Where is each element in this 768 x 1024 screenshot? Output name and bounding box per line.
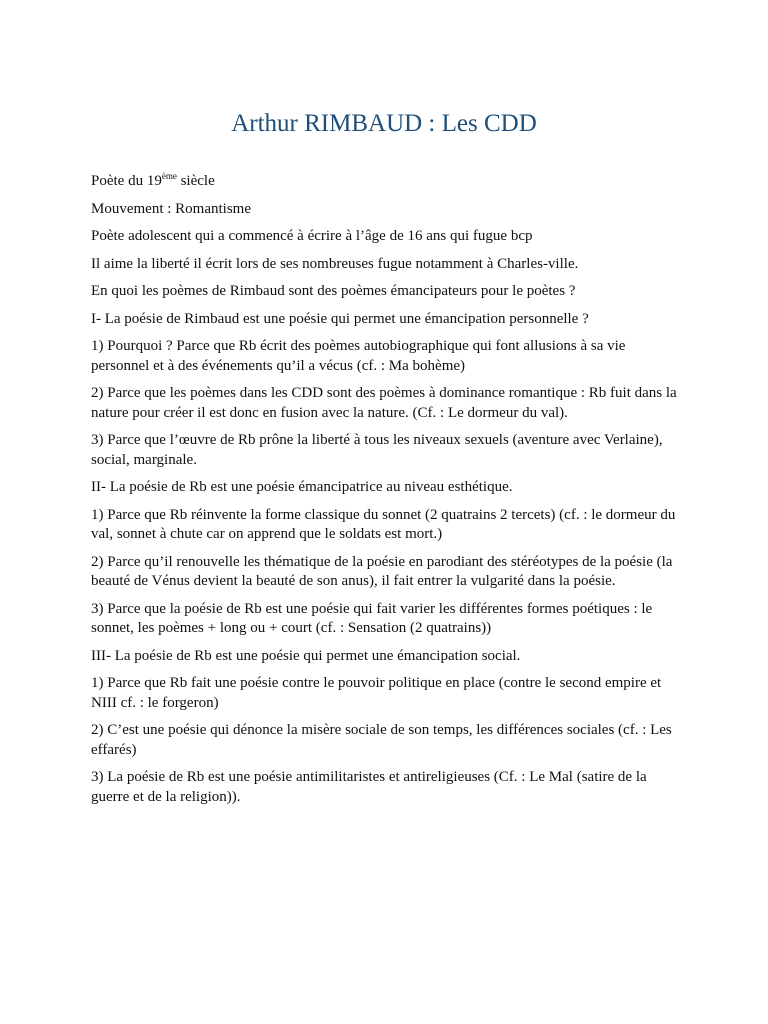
section-1-point-1: 1) Pourquoi ? Parce que Rb écrit des poèmes autobiographique qui font allusions à sa vie personnel et à des événements qu’il a vécus (cf. : Ma bohème)	[91, 338, 626, 374]
paragraph-mouvement: Mouvement : Romantisme	[91, 200, 251, 217]
siecle-superscript: ème	[161, 171, 177, 181]
problematique: En quoi les poèmes de Rimbaud sont des poèmes émancipateurs pour le poètes ?	[91, 283, 576, 299]
document-title: Arthur RIMBAUD : Les CDD	[231, 110, 537, 137]
section-1-point-3: 3) Parce que l’œuvre de Rb prône la liberté à tous les niveaux sexuels (aventure avec Verlaine), social, marginale.	[91, 432, 663, 468]
siecle-suffix: siècle	[176, 173, 215, 189]
section-3-point-1: 1) Parce que Rb fait une poésie contre le pouvoir politique en place (contre le second empire et NIII cf. : le forgeron)	[91, 675, 662, 711]
section-3-point-3: 3) La poésie de Rb est une poésie antimilitaristes et antireligieuses (Cf. : Le Mal (satire de la guerre et de la religion)).	[91, 769, 647, 805]
section-1-point-2: 2) Parce que les poèmes dans les CDD sont des poèmes à dominance romantique : Rb fuit dans la nature pour créer il est donc en fusion avec la nature. (Cf. : Le dormeur du val).	[91, 385, 677, 421]
section-heading-2: II- La poésie de Rb est une poésie émancipatrice au niveau esthétique.	[91, 479, 513, 495]
section-2-point-1: 1) Parce que Rb réinvente la forme classique du sonnet (2 quatrains 2 tercets) (cf. : le dormeur du val, sonnet à chute car on apprend que le soldats est mort.)	[91, 506, 676, 542]
document-body	[91, 172, 687, 815]
section-2-point-2: 2) Parce qu’il renouvelle les thématique de la poésie en parodiant des stéréotypes de la poésie (la beauté de Vénus devient la beauté de son anus), il fait entrer la vulgarité dans la poésie.	[91, 553, 673, 589]
intro-siecle	[91, 172, 687, 192]
siecle-prefix: Poète du 19	[91, 173, 162, 189]
section-2-point-3: 3) Parce que la poésie de Rb est une poésie qui fait varier les différentes formes poétiques : le sonnet, les poèmes + long ou + court (cf. : Sensation (2 quatrains))	[91, 600, 653, 636]
paragraph-liberte: Il aime la liberté il écrit lors de ses nombreuses fugue notamment à Charles-ville.	[91, 255, 579, 272]
section-heading-1: I- La poésie de Rimbaud est une poésie qui permet une émancipation personnelle ?	[91, 310, 589, 327]
section-heading-3: III- La poésie de Rb est une poésie qui permet une émancipation social.	[91, 647, 521, 664]
section-3-point-2: 2) C’est une poésie qui dénonce la misère sociale de son temps, les différences sociales (cf. : Les effarés)	[91, 722, 672, 758]
paragraph-adolescent: Poète adolescent qui a commencé à écrire à l’âge de 16 ans qui fugue bcp	[91, 228, 533, 244]
